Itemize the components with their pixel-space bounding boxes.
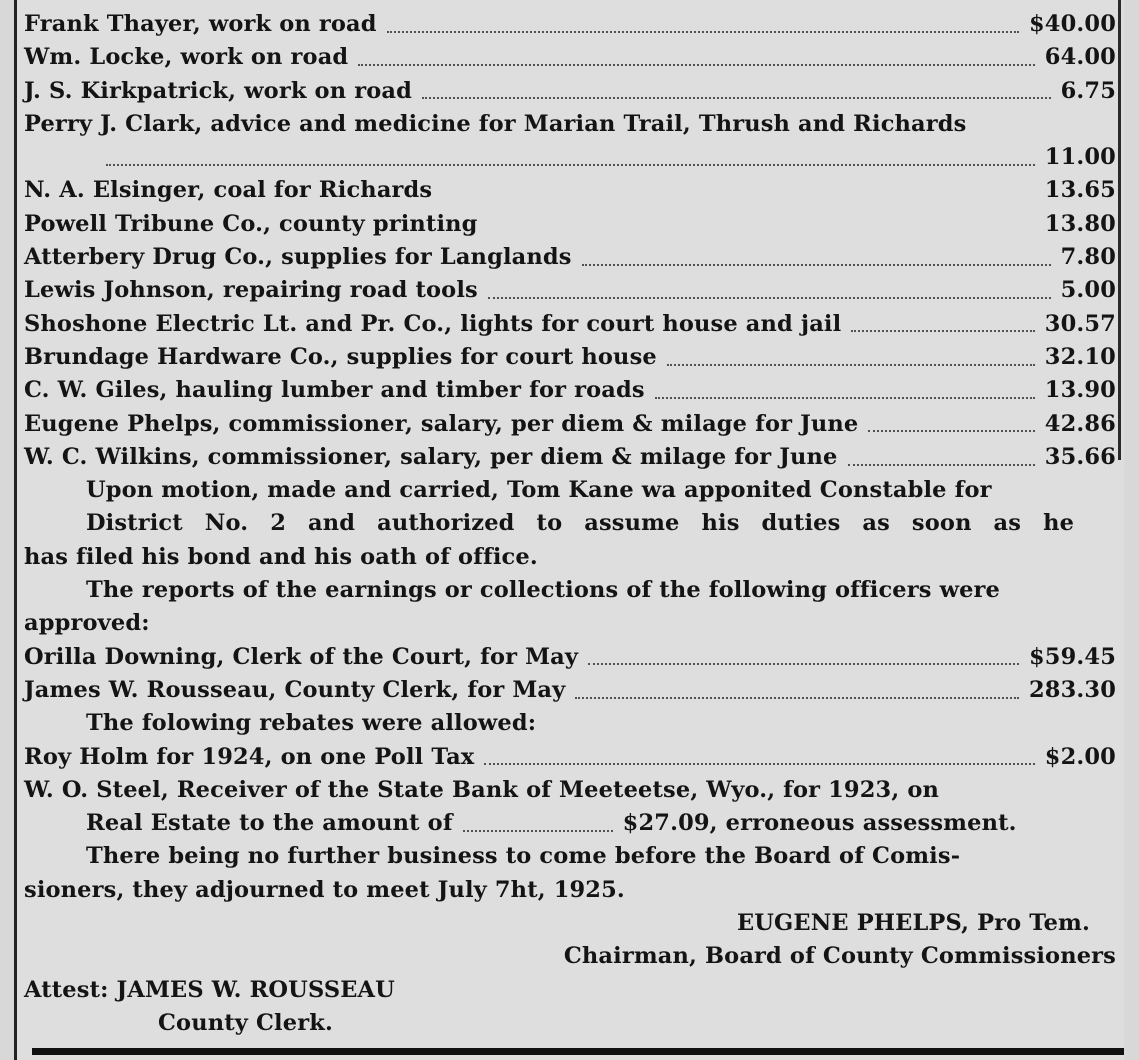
ledger-amount: 13.65 [1044,177,1116,204]
dot-leader [575,683,1019,699]
signature-name: EUGENE PHELPS, Pro Tem. [736,910,1090,937]
dot-leader [422,83,1051,99]
ledger-desc: W. C. Wilkins, commissioner, salary, per diem & milage for June [24,443,838,470]
ledger-amount: 6.75 [1060,77,1116,104]
steel-text-2a: Real Estate to the amount of [86,810,453,837]
ledger-amount: 64.00 [1044,44,1116,71]
ledger-desc: Eugene Phelps, commissioner, salary, per diem & milage for June [24,410,859,437]
ledger-desc: C. W. Giles, hauling lumber and timber for roads [24,377,645,404]
dot-leader [582,250,1051,266]
dot-leader [358,50,1034,66]
dot-leader [667,350,1035,366]
signature-title-line [24,940,1116,973]
adjourn-text-1: There being no further business to come before the Board of Comis- [86,843,961,870]
ledger-amount: 11.00 [1044,144,1116,171]
ledger-desc: Perry J. Clark, advice and medicine for Marian Trail, Thrush and Richards [24,110,967,137]
ledger-row [24,208,1116,241]
ledger-amount: 7.80 [1060,244,1116,271]
ledger-desc: Lewis Johnson, repairing road tools [24,277,478,304]
dot-leader [484,749,1034,765]
right-column-edge [1124,0,1139,1060]
rebates-heading [24,707,1116,740]
dot-leader [851,316,1034,332]
dot-leader [848,450,1035,466]
ledger-row [24,174,1116,207]
ledger-amount: 13.80 [1044,210,1116,237]
rebates-heading-text: The folowing rebates were allowed: [86,710,537,737]
attest-line [24,974,1116,1007]
ledger-row-clark-desc [24,108,1116,141]
dot-leader [488,283,1051,299]
steel-text-1: W. O. Steel, Receiver of the State Bank of Meeteetse, Wyo., for 1923, on [24,776,939,803]
ledger-row [24,41,1116,74]
ledger-amount: 42.86 [1044,410,1116,437]
report-amount: $59.45 [1028,643,1116,670]
attest-title-line [24,1007,1116,1040]
ledger-desc: N. A. Elsinger, coal for Richards [24,177,433,204]
reports-line [24,607,1116,640]
constable-text-2: District No. 2 and authorized to assume his duties as soon as he [86,510,1075,537]
ledger-row [24,341,1116,374]
dot-leader [387,17,1019,33]
adjourn-text-2: sioners, they adjourned to meet July 7ht, 1925. [24,876,625,903]
ledger-row [24,441,1116,474]
column-rule-left [14,0,17,1060]
bottom-rule [32,1048,1124,1055]
constable-line [24,474,1116,507]
rebate-row [24,741,1116,774]
ledger-desc: Brundage Hardware Co., supplies for court house [24,343,657,370]
rebate-amount: $2.00 [1044,743,1116,770]
report-row [24,641,1116,674]
constable-line [24,541,1116,574]
steel-line [24,807,1116,840]
ledger-amount: 5.00 [1060,277,1116,304]
ledger-row-clark-amount [24,141,1116,174]
steel-line [24,774,1116,807]
ledger-amount: $40.00 [1028,11,1116,37]
ledger-desc: Shoshone Electric Lt. and Pr. Co., lights for court house and jail [24,310,842,337]
ledger-row [24,241,1116,274]
ledger-row [24,75,1116,108]
dot-leader [655,383,1035,399]
dot-leader [868,416,1034,432]
ledger-row [24,274,1116,307]
attest-label: Attest: JAMES W. ROUSSEAU [24,976,395,1003]
ledger-amount: 32.10 [1044,343,1116,370]
ledger-row [24,408,1116,441]
ledger-amount: 35.66 [1044,443,1116,470]
constable-text-1: Upon motion, made and carried, Tom Kane wa apponited Constable for [86,477,992,504]
constable-line [24,507,1116,540]
ledger-desc: Powell Tribune Co., county printing [24,210,478,237]
left-column-edge [0,0,14,1060]
dot-leader [588,649,1019,665]
constable-text-3: has filed his bond and his oath of office. [24,543,538,570]
reports-text-2: approved: [24,610,150,637]
ledger-desc: Frank Thayer, work on road [24,11,377,37]
ledger-desc: Wm. Locke, work on road [24,44,349,71]
steel-text-2b: $27.09, erroneous assessment. [622,810,1017,837]
dot-leader [106,150,1035,166]
report-desc: James W. Rousseau, County Clerk, for May [24,676,566,703]
ledger-desc: J. S. Kirkpatrick, work on road [24,77,412,104]
report-amount: 283.30 [1028,676,1116,703]
ledger-row [24,8,1116,41]
ledger-desc: Atterbery Drug Co., supplies for Langlands [24,244,572,271]
ledger-amount: 13.90 [1044,377,1116,404]
signature-name-line [24,907,1116,940]
column-rule-right [1118,0,1121,460]
report-desc: Orilla Downing, Clerk of the Court, for May [24,643,579,670]
attest-title: County Clerk. [158,1009,333,1036]
dot-leader [463,816,613,832]
ledger-row [24,308,1116,341]
ledger-row [24,374,1116,407]
proceedings-column [24,8,1116,1040]
ledger-amount: 30.57 [1044,310,1116,337]
reports-line [24,574,1116,607]
reports-text-1: The reports of the earnings or collections of the following officers were [86,577,1001,604]
adjourn-line [24,840,1116,873]
report-row [24,674,1116,707]
signature-title: Chairman, Board of County Commissioners [563,943,1116,970]
rebate-desc: Roy Holm for 1924, on one Poll Tax [24,743,475,770]
adjourn-line [24,874,1116,907]
